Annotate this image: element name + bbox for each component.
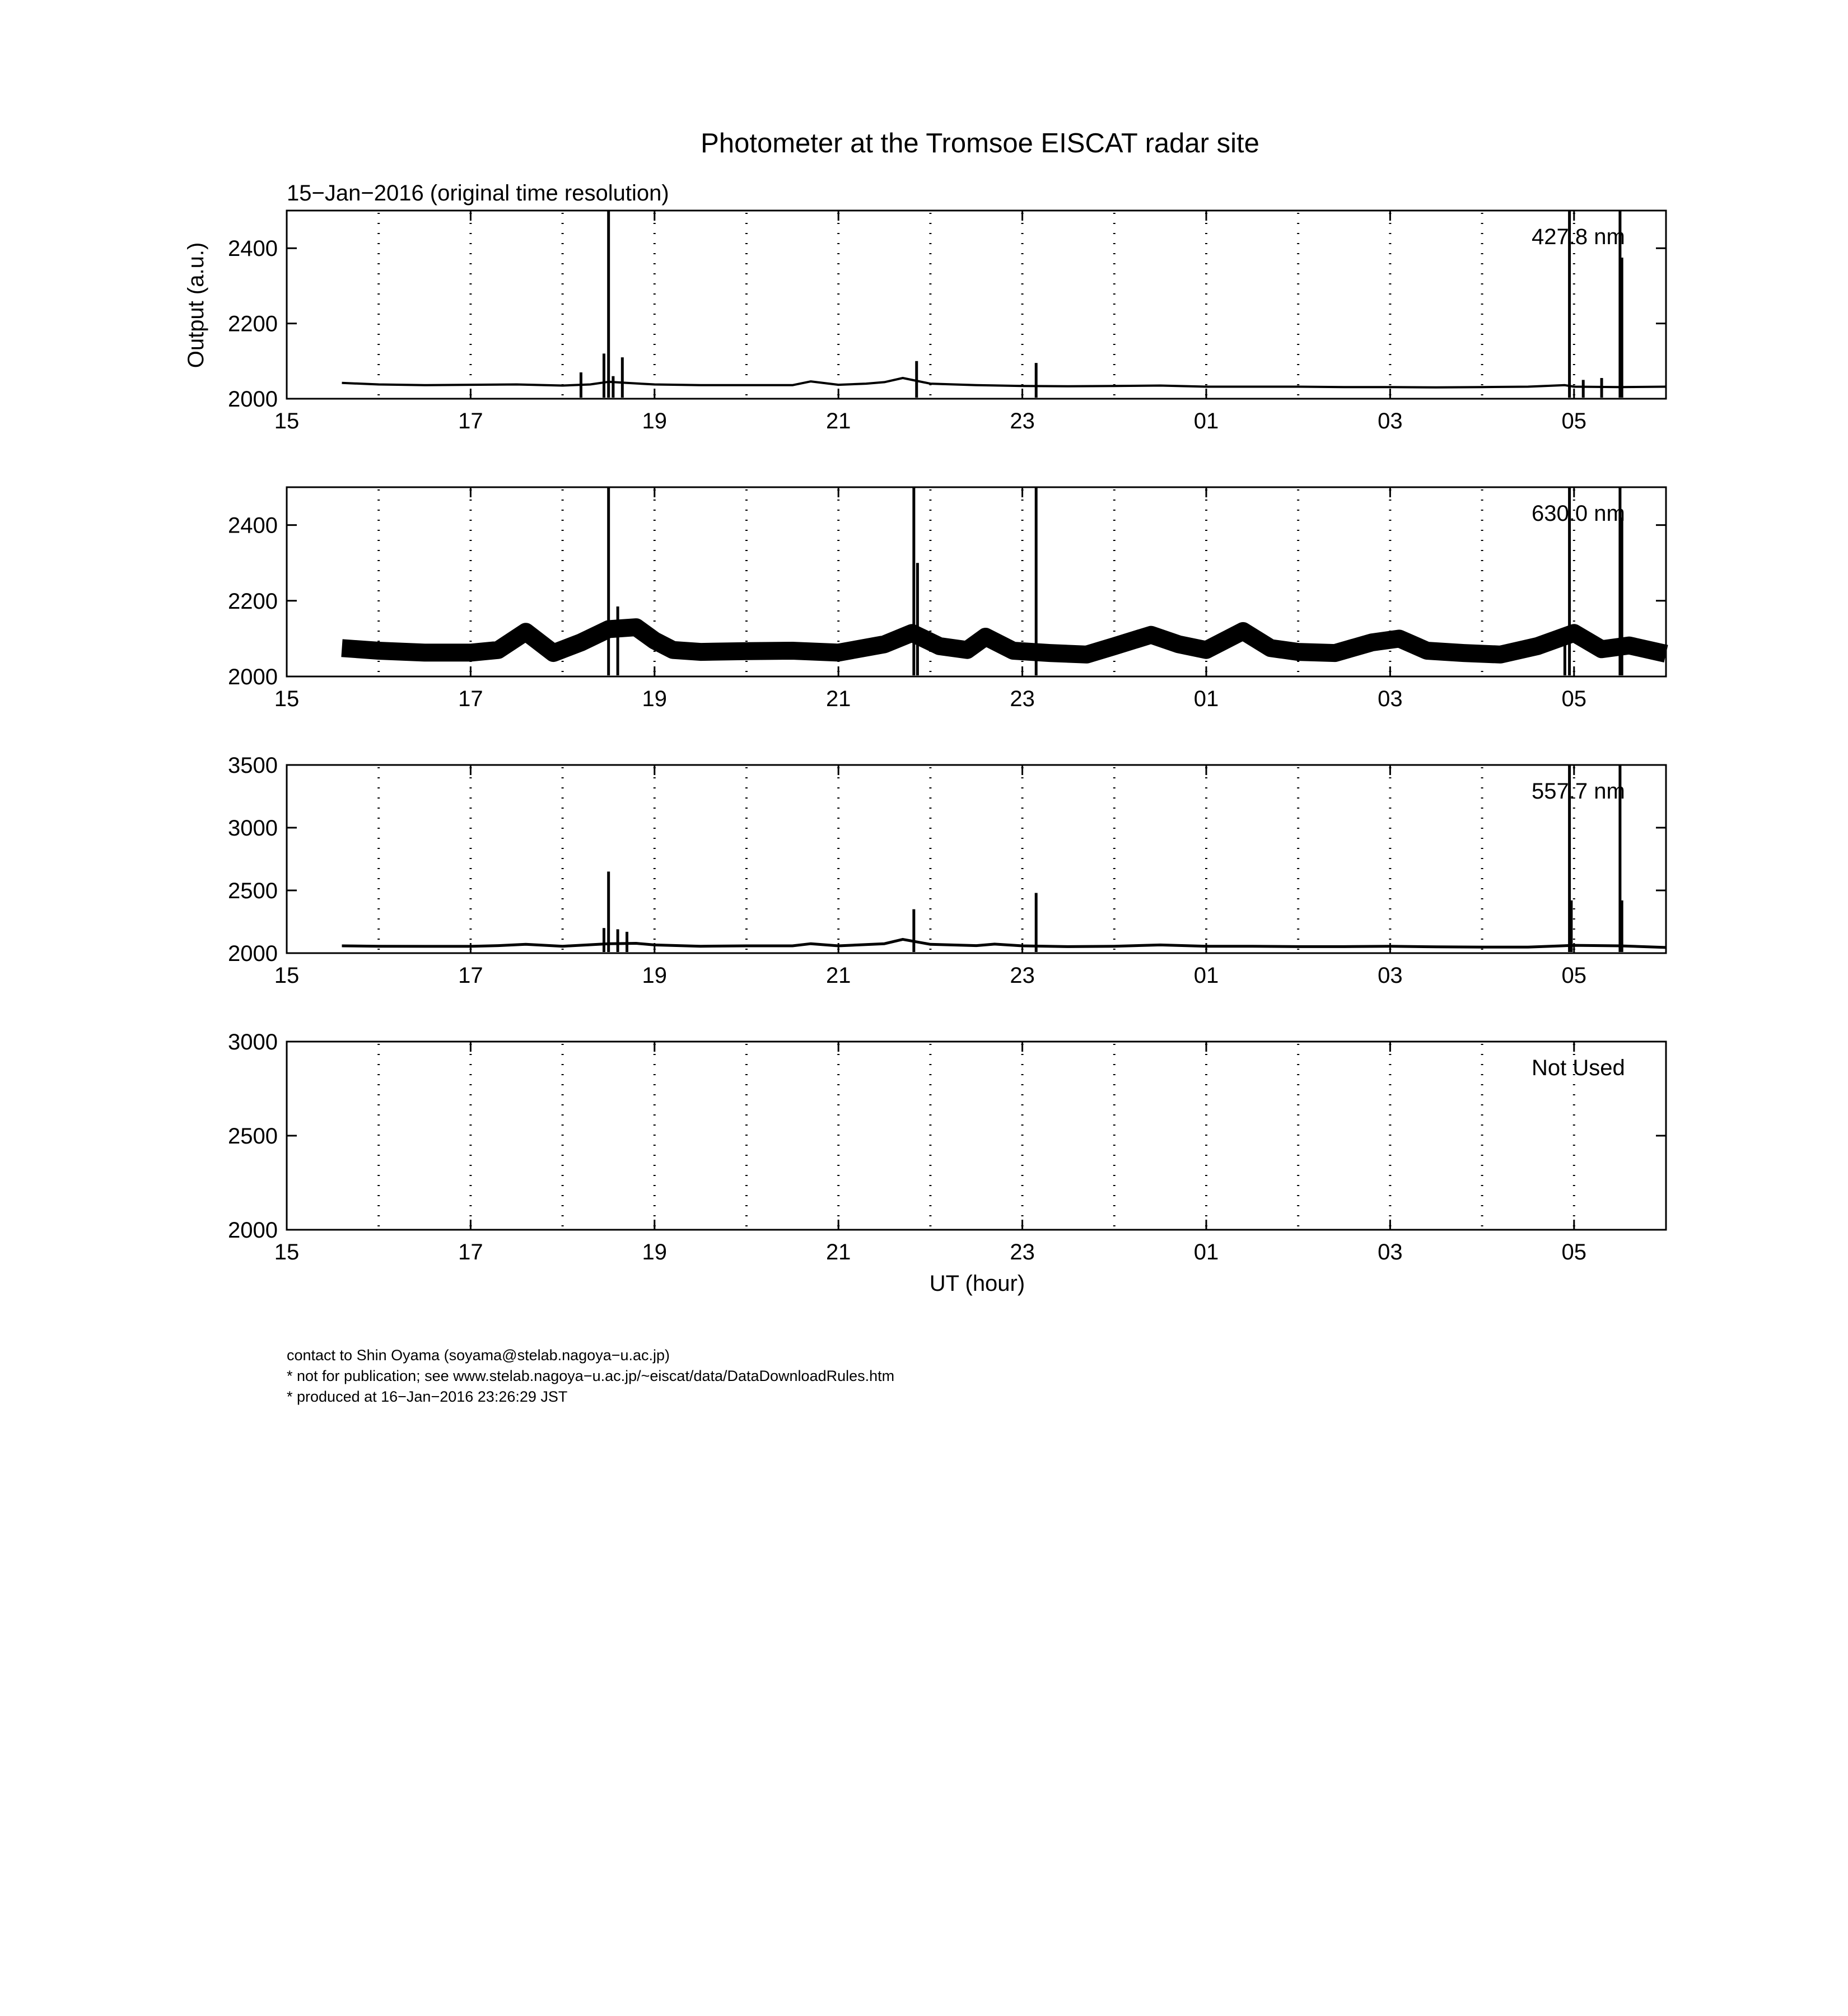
- panel-4-xtick-label-3: 21: [825, 1240, 851, 1264]
- panel-4-ytick-label-0: 2000: [228, 1218, 278, 1243]
- panel-3-xtick-label-6: 03: [1378, 963, 1403, 988]
- x-axis-label: UT (hour): [929, 1271, 1025, 1296]
- panel-1-xtick-label-4: 23: [1010, 409, 1035, 433]
- panel-3-ytick-label-1: 2500: [228, 879, 278, 903]
- panel-1-xtick-label-7: 05: [1561, 409, 1587, 433]
- panel-3: [228, 753, 1666, 988]
- panel-2-series-line: [342, 627, 1667, 655]
- panel-3-xtick-label-5: 01: [1193, 963, 1219, 988]
- panel-4-xtick-label-4: 23: [1010, 1240, 1035, 1264]
- panel-1-xtick-label-2: 19: [642, 409, 668, 433]
- panel-2-xtick-label-3: 21: [825, 687, 851, 711]
- panel-2-xtick-label-7: 05: [1561, 687, 1587, 711]
- panel-3-xtick-label-4: 23: [1010, 963, 1035, 988]
- panel-2-label: 630.0 nm: [1532, 501, 1625, 526]
- panel-3-ytick-label-0: 2000: [228, 941, 278, 966]
- panel-2-ytick-label-1: 2200: [228, 589, 278, 614]
- panel-2-xtick-label-1: 17: [458, 687, 483, 711]
- panel-4-frame: [287, 1042, 1666, 1230]
- panel-2: [228, 487, 1666, 711]
- panel-2-ytick-label-2: 2400: [228, 513, 278, 538]
- panel-2-xtick-label-6: 03: [1378, 687, 1403, 711]
- panel-4-ytick-label-2: 3000: [228, 1030, 278, 1054]
- panel-4-xtick-label-5: 01: [1193, 1240, 1219, 1264]
- panel-2-xtick-label-4: 23: [1010, 687, 1035, 711]
- footer-produced-note: * produced at 16−Jan−2016 23:26:29 JST: [287, 1388, 568, 1405]
- panel-4-xtick-label-1: 17: [458, 1240, 483, 1264]
- footer-publication-note: * not for publication; see www.stelab.nagoya−u.ac.jp/~eiscat/data/DataDownloadRules.htm: [287, 1368, 895, 1384]
- panel-3-xtick-label-1: 17: [458, 963, 483, 988]
- panel-1-ytick-label-2: 2400: [228, 236, 278, 262]
- panel-1-label: 427.8 nm: [1532, 225, 1625, 249]
- panel-3-ytick-label-3: 3500: [228, 753, 278, 778]
- panel-2-xtick-label-5: 01: [1193, 687, 1219, 711]
- panel-4-label: Not Used: [1532, 1056, 1625, 1080]
- y-axis-label: Output (a.u.): [184, 242, 208, 368]
- panel-3-series-line: [342, 939, 1667, 948]
- panel-1-xtick-label-0: 15: [274, 409, 300, 433]
- panel-2-ytick-label-0: 2000: [228, 665, 278, 689]
- figure-title: Photometer at the Tromsoe EISCAT radar site: [701, 128, 1259, 158]
- panel-4-xtick-label-6: 03: [1378, 1240, 1403, 1264]
- panel-4-xtick-label-2: 19: [642, 1240, 668, 1264]
- panel-4: [228, 1030, 1666, 1264]
- footer-contact: contact to Shin Oyama (soyama@stelab.nagoya−u.ac.jp): [287, 1347, 670, 1364]
- panel-3-frame: [287, 765, 1666, 953]
- panel-1-xtick-label-3: 21: [825, 409, 851, 433]
- panel-1-frame: [287, 211, 1666, 399]
- panel-1-ytick-label-1: 2200: [228, 311, 278, 337]
- panel-4-xtick-label-7: 05: [1561, 1240, 1587, 1264]
- panel-3-label: 557.7 nm: [1532, 779, 1625, 804]
- panel-4-xtick-label-0: 15: [274, 1240, 300, 1264]
- panel-4-ytick-label-1: 2500: [228, 1124, 278, 1149]
- footer-notes: [287, 1345, 894, 1407]
- panel-1-xtick-label-6: 03: [1378, 409, 1403, 433]
- panel-1-xtick-label-1: 17: [458, 409, 483, 433]
- panel-3-xtick-label-3: 21: [825, 963, 851, 988]
- panel-1: [228, 211, 1666, 433]
- panel-1-ytick-label-0: 2000: [228, 387, 278, 412]
- panels-group: [228, 211, 1666, 1264]
- panel-2-xtick-label-2: 19: [642, 687, 668, 711]
- panel-3-xtick-label-2: 19: [642, 963, 668, 988]
- figure-subtitle: 15−Jan−2016 (original time resolution): [287, 181, 669, 206]
- panel-2-xtick-label-0: 15: [274, 687, 300, 711]
- panel-1-series-line: [342, 378, 1667, 388]
- panel-1-xtick-label-5: 01: [1193, 409, 1219, 433]
- panel-3-ytick-label-2: 3000: [228, 816, 278, 841]
- panel-3-xtick-label-0: 15: [274, 963, 300, 988]
- panel-3-xtick-label-7: 05: [1561, 963, 1587, 988]
